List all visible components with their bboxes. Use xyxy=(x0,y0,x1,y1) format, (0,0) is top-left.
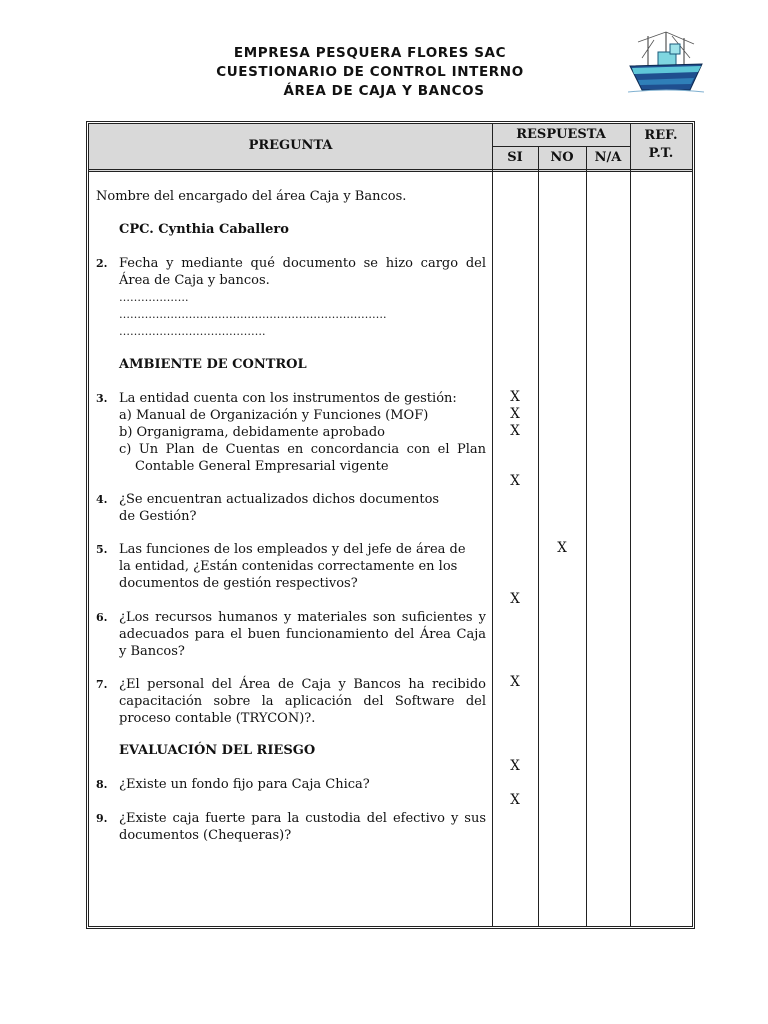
header-respuesta: RESPUESTA xyxy=(516,127,606,142)
document-subtitle: ÁREA DE CAJA Y BANCOS xyxy=(283,83,485,99)
answer-dots-2: ………………………………………………………………. xyxy=(119,308,387,321)
answer-dots-1: ………………. xyxy=(119,291,189,304)
questionnaire-table xyxy=(86,121,695,929)
mark-q7-si: X xyxy=(510,674,520,690)
document-title: CUESTIONARIO DE CONTROL INTERNO xyxy=(216,64,524,80)
section-ambiente-de-control: AMBIENTE DE CONTROL xyxy=(119,357,307,372)
divider-pregunta xyxy=(492,124,493,926)
question-9-number: 9. xyxy=(96,812,108,825)
mark-q5-no: X xyxy=(557,540,567,556)
question-3c-text-cont: Contable General Empresarial vigente xyxy=(135,459,389,474)
mark-q8-si: X xyxy=(510,758,520,774)
respuesta-split-line xyxy=(492,146,630,147)
company-name: EMPRESA PESQUERA FLORES SAC xyxy=(233,45,507,61)
mark-q6-si: X xyxy=(510,591,520,607)
header-na: N/A xyxy=(594,150,622,165)
divider-no xyxy=(586,146,587,926)
question-2-number: 2. xyxy=(96,257,108,270)
question-8-text: ¿Existe un fondo fijo para Caja Chica? xyxy=(119,777,370,792)
question-4-text: ¿Se encuentran actualizados dichos documentos de Gestión? xyxy=(119,492,440,524)
question-7-number: 7. xyxy=(96,678,108,691)
question-6-text: ¿Los recursos humanos y materiales son suficientes y adecuados para el buen funcionamiento del Área Caja y Bancos? xyxy=(119,610,486,659)
mark-q3a-si: X xyxy=(510,406,520,422)
question-3-text: La entidad cuenta con los instrumentos de gestión: xyxy=(119,391,457,406)
header-no: NO xyxy=(550,150,574,165)
question-8-number: 8. xyxy=(96,778,108,791)
header-pt: P.T. xyxy=(648,146,674,161)
fishing-boat-logo-icon xyxy=(628,28,704,98)
divider-na xyxy=(630,124,631,926)
answer-dots-3: …………………………………. xyxy=(119,325,266,338)
mark-q3c-si: X xyxy=(510,473,520,489)
header-pregunta: PREGUNTA xyxy=(248,138,333,153)
question-4-number: 4. xyxy=(96,493,108,506)
question-6-number: 6. xyxy=(96,611,108,624)
question-3c-text: c) Un Plan de Cuentas en concordancia con el Plan xyxy=(119,442,486,457)
question-3a-text: a) Manual de Organización y Funciones (MOF) xyxy=(119,408,429,423)
question-5-number: 5. xyxy=(96,543,108,556)
header-si: SI xyxy=(507,150,523,165)
mark-q3b-si: X xyxy=(510,423,520,439)
intro-question: Nombre del encargado del área Caja y Bancos. xyxy=(96,189,407,204)
question-7-text: ¿El personal del Área de Caja y Bancos ha recibido capacitación sobre la aplicación del Software del proceso contable (TRYCON)?. xyxy=(119,677,486,726)
question-9-text: ¿Existe caja fuerte para la custodia del efectivo y sus documentos (Chequeras)? xyxy=(119,811,486,843)
responsible-name: CPC. Cynthia Caballero xyxy=(119,222,289,237)
question-5-text: Las funciones de los empleados y del jefe de área de la entidad, ¿Están contenidas correctamente en los documentos de gestión respectivos? xyxy=(119,542,466,591)
divider-si xyxy=(538,146,539,926)
question-3-number: 3. xyxy=(96,392,108,405)
header-ref: REF. xyxy=(644,128,678,143)
section-evaluacion-del-riesgo: EVALUACIÓN DEL RIESGO xyxy=(119,743,316,758)
mark-q3-si: X xyxy=(510,389,520,405)
mark-q9-si: X xyxy=(510,792,520,808)
question-3b-text: b) Organigrama, debidamente aprobado xyxy=(119,425,385,440)
question-2-text: Fecha y mediante qué documento se hizo cargo del Área de Caja y bancos. xyxy=(119,256,486,288)
